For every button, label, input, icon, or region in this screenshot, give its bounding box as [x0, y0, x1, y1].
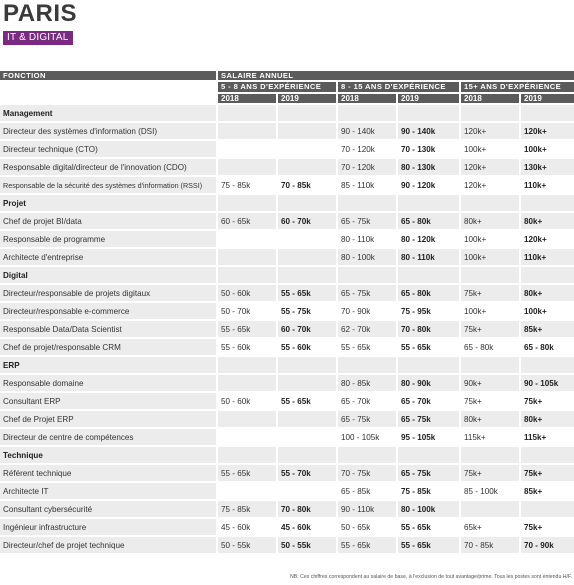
salary-cell: 80 - 85k [338, 375, 396, 391]
section-blank-cell [278, 105, 336, 121]
salary-cell: 55 - 70k [278, 465, 336, 481]
salary-cell: 75 - 85k [218, 177, 276, 193]
salary-cell [278, 249, 336, 265]
section-blank-cell [398, 105, 459, 121]
section-blank-cell [461, 105, 519, 121]
salary-cell: 110k+ [521, 249, 574, 265]
year-cell: 2019 [398, 94, 459, 103]
section-title: Projet [0, 195, 216, 211]
salary-cell: 65 - 85k [338, 483, 396, 499]
category-badge: IT & DIGITAL [3, 31, 73, 45]
salary-cell: 90k+ [461, 375, 519, 391]
salary-cell: 75k+ [521, 393, 574, 409]
table-row [0, 483, 574, 499]
salary-cell [278, 429, 336, 445]
salary-cell [278, 159, 336, 175]
salary-cell [218, 249, 276, 265]
section-blank-cell [461, 195, 519, 211]
row-label: Architecte d'entreprise [0, 249, 216, 265]
salary-cell: 65 - 80k [461, 339, 519, 355]
section-blank-cell [278, 357, 336, 373]
salary-cell: 120k+ [521, 123, 574, 139]
salary-cell: 65k+ [461, 519, 519, 535]
header-group-3: 15+ ANS D'EXPÉRIENCE [461, 82, 574, 92]
section-blank-cell [338, 357, 396, 373]
salary-cell: 65 - 75k [338, 213, 396, 229]
salary-cell: 100k+ [461, 303, 519, 319]
salary-cell: 85k+ [521, 321, 574, 337]
salary-cell: 80k+ [521, 411, 574, 427]
table-row [0, 141, 574, 157]
salary-cell: 55 - 65k [398, 339, 459, 355]
salary-cell: 90 - 105k [521, 375, 574, 391]
salary-cell: 75k+ [461, 285, 519, 301]
section-blank-cell [278, 267, 336, 283]
salary-cell: 110k+ [521, 177, 574, 193]
row-label: Référent technique [0, 465, 216, 481]
salary-cell: 95 - 105k [398, 429, 459, 445]
section-title: Technique [0, 447, 216, 463]
salary-cell: 65 - 80k [398, 213, 459, 229]
section-blank-cell [338, 447, 396, 463]
table-row [0, 501, 574, 517]
salary-cell: 70 - 80k [398, 321, 459, 337]
salary-cell [521, 501, 574, 517]
header-fonction: FONCTION [0, 71, 216, 80]
row-label: Directeur des systèmes d'information (DSI) [0, 123, 216, 139]
header-group-1: 5 - 8 ANS D'EXPÉRIENCE [218, 82, 336, 92]
section-row [0, 447, 574, 463]
salary-cell: 85k+ [521, 483, 574, 499]
row-label: Consultant ERP [0, 393, 216, 409]
salary-cell: 85 - 100k [461, 483, 519, 499]
salary-cell [218, 141, 276, 157]
salary-cell: 90 - 140k [338, 123, 396, 139]
salary-cell [278, 483, 336, 499]
row-label: Directeur/responsable de projets digitaux [0, 285, 216, 301]
salary-cell: 55 - 65k [218, 321, 276, 337]
salary-cell: 120k+ [461, 177, 519, 193]
salary-cell: 75k+ [461, 321, 519, 337]
salary-cell: 80k+ [521, 213, 574, 229]
row-label: Directeur/chef de projet technique [0, 537, 216, 553]
header-group-2: 8 - 15 ANS D'EXPÉRIENCE [338, 82, 459, 92]
table-row [0, 465, 574, 481]
salary-cell [218, 159, 276, 175]
table-row [0, 375, 574, 391]
salary-cell: 55 - 75k [278, 303, 336, 319]
row-label: Ingénieur infrastructure [0, 519, 216, 535]
salary-cell: 75 - 95k [398, 303, 459, 319]
row-label: Directeur/responsable e-commerce [0, 303, 216, 319]
salary-cell: 100k+ [521, 141, 574, 157]
section-blank-cell [218, 195, 276, 211]
salary-cell: 55 - 65k [278, 285, 336, 301]
salary-cell: 80 - 120k [398, 231, 459, 247]
salary-cell: 70 - 120k [338, 141, 396, 157]
salary-cell: 90 - 120k [398, 177, 459, 193]
salary-cell [218, 123, 276, 139]
salary-cell: 80 - 100k [338, 249, 396, 265]
salary-cell: 50 - 55k [278, 537, 336, 553]
salary-cell: 100k+ [461, 249, 519, 265]
table-row [0, 321, 574, 337]
salary-cell: 120k+ [461, 123, 519, 139]
section-blank-cell [461, 447, 519, 463]
salary-cell [218, 483, 276, 499]
section-title: Digital [0, 267, 216, 283]
salary-cell: 50 - 55k [218, 537, 276, 553]
header-row [0, 71, 574, 80]
table-row [0, 159, 574, 175]
row-label: Directeur technique (CTO) [0, 141, 216, 157]
salary-cell: 80 - 110k [398, 249, 459, 265]
salary-cell: 85 - 110k [338, 177, 396, 193]
header-salaire: SALAIRE ANNUEL [218, 71, 574, 80]
table-row [0, 339, 574, 355]
section-blank-cell [398, 357, 459, 373]
table-row [0, 213, 574, 229]
salary-cell: 55 - 65k [218, 465, 276, 481]
salary-cell: 75k+ [521, 465, 574, 481]
section-blank-cell [398, 447, 459, 463]
salary-cell: 120k+ [461, 159, 519, 175]
section-blank-cell [521, 357, 574, 373]
salary-cell: 65 - 80k [521, 339, 574, 355]
salary-cell: 60 - 70k [278, 321, 336, 337]
salary-cell: 55 - 65k [398, 537, 459, 553]
header-blank [0, 82, 216, 92]
salary-cell: 115k+ [461, 429, 519, 445]
salary-cell [278, 411, 336, 427]
salary-cell: 55 - 65k [338, 339, 396, 355]
salary-cell: 100 - 105k [338, 429, 396, 445]
salary-cell: 45 - 60k [278, 519, 336, 535]
section-blank-cell [461, 357, 519, 373]
salary-cell [278, 123, 336, 139]
table-row [0, 429, 574, 445]
table-row [0, 393, 574, 409]
salary-cell: 55 - 60k [218, 339, 276, 355]
section-blank-cell [461, 267, 519, 283]
year-cell: 2019 [521, 94, 574, 103]
row-label: Responsable digital/directeur de l'innovation (CDO) [0, 159, 216, 175]
salary-cell: 50 - 60k [218, 285, 276, 301]
salary-cell [278, 141, 336, 157]
table-row [0, 537, 574, 553]
section-blank-cell [398, 195, 459, 211]
table-row [0, 519, 574, 535]
row-label: Responsable domaine [0, 375, 216, 391]
salary-cell [278, 231, 336, 247]
salary-cell [278, 375, 336, 391]
salary-cell: 70 - 75k [338, 465, 396, 481]
table-row [0, 177, 574, 193]
experience-row [0, 82, 574, 92]
table-row [0, 123, 574, 139]
salary-cell [218, 429, 276, 445]
salary-cell: 80 - 110k [338, 231, 396, 247]
salary-cell: 90 - 140k [398, 123, 459, 139]
section-blank-cell [338, 105, 396, 121]
salary-cell: 50 - 70k [218, 303, 276, 319]
section-row [0, 195, 574, 211]
table-row [0, 411, 574, 427]
salary-cell: 80 - 100k [398, 501, 459, 517]
section-row [0, 357, 574, 373]
salary-cell: 65 - 75k [398, 465, 459, 481]
section-blank-cell [521, 105, 574, 121]
row-label: Responsable de programme [0, 231, 216, 247]
salary-cell: 90 - 110k [338, 501, 396, 517]
salary-cell: 65 - 70k [338, 393, 396, 409]
section-title: ERP [0, 357, 216, 373]
salary-cell: 70 - 90k [521, 537, 574, 553]
table-row [0, 285, 574, 301]
section-row [0, 267, 574, 283]
salary-cell: 80k+ [461, 213, 519, 229]
section-row [0, 105, 574, 121]
salary-cell: 55 - 60k [278, 339, 336, 355]
section-blank-cell [218, 105, 276, 121]
row-label: Architecte IT [0, 483, 216, 499]
section-blank-cell [521, 447, 574, 463]
section-blank-cell [278, 447, 336, 463]
salary-cell: 65 - 80k [398, 285, 459, 301]
salary-table [0, 69, 574, 555]
salary-cell: 100k+ [521, 303, 574, 319]
section-blank-cell [398, 267, 459, 283]
section-blank-cell [521, 267, 574, 283]
salary-cell: 65 - 75k [398, 411, 459, 427]
row-label: Chef de Projet ERP [0, 411, 216, 427]
table-row [0, 231, 574, 247]
section-blank-cell [218, 267, 276, 283]
salary-cell: 75k+ [461, 465, 519, 481]
salary-cell: 100k+ [461, 141, 519, 157]
salary-cell: 70 - 90k [338, 303, 396, 319]
row-label: Consultant cybersécurité [0, 501, 216, 517]
salary-cell: 55 - 65k [338, 537, 396, 553]
salary-cell: 65 - 75k [338, 411, 396, 427]
section-blank-cell [278, 195, 336, 211]
salary-cell: 65 - 70k [398, 393, 459, 409]
salary-cell: 55 - 65k [278, 393, 336, 409]
section-blank-cell [218, 447, 276, 463]
salary-cell: 45 - 60k [218, 519, 276, 535]
salary-cell: 75 - 85k [398, 483, 459, 499]
salary-cell: 50 - 60k [218, 393, 276, 409]
row-label: Chef de projet BI/data [0, 213, 216, 229]
salary-cell: 75 - 85k [218, 501, 276, 517]
salary-cell: 115k+ [521, 429, 574, 445]
salary-cell: 80 - 90k [398, 375, 459, 391]
salary-cell: 75k+ [461, 393, 519, 409]
salary-cell: 80k+ [521, 285, 574, 301]
table-row [0, 303, 574, 319]
salary-cell: 65 - 75k [338, 285, 396, 301]
year-cell: 2018 [218, 94, 276, 103]
salary-cell: 70 - 120k [338, 159, 396, 175]
salary-cell: 70 - 85k [461, 537, 519, 553]
salary-cell: 75k+ [521, 519, 574, 535]
section-blank-cell [338, 195, 396, 211]
row-label: Chef de projet/responsable CRM [0, 339, 216, 355]
salary-cell [218, 375, 276, 391]
salary-cell: 60 - 70k [278, 213, 336, 229]
section-blank-cell [338, 267, 396, 283]
year-blank [0, 94, 216, 103]
salary-cell: 80 - 130k [398, 159, 459, 175]
salary-cell: 80k+ [461, 411, 519, 427]
year-cell: 2018 [338, 94, 396, 103]
salary-cell: 50 - 65k [338, 519, 396, 535]
row-label: Responsable Data/Data Scientist [0, 321, 216, 337]
year-cell: 2018 [461, 94, 519, 103]
section-title: Management [0, 105, 216, 121]
row-label: Directeur de centre de compétences [0, 429, 216, 445]
salary-cell: 55 - 65k [398, 519, 459, 535]
salary-cell: 70 - 80k [278, 501, 336, 517]
salary-cell: 62 - 70k [338, 321, 396, 337]
salary-cell: 130k+ [521, 159, 574, 175]
salary-cell [218, 411, 276, 427]
section-blank-cell [521, 195, 574, 211]
salary-cell: 100k+ [461, 231, 519, 247]
salary-cell: 70 - 85k [278, 177, 336, 193]
salary-cell: 120k+ [521, 231, 574, 247]
year-row [0, 94, 574, 103]
row-label: Responsable de la sécurité des systèmes d'information (RSSI) [0, 177, 216, 193]
table-row [0, 249, 574, 265]
salary-cell [461, 501, 519, 517]
year-cell: 2019 [278, 94, 336, 103]
salary-cell: 60 - 65k [218, 213, 276, 229]
salary-cell [218, 231, 276, 247]
salary-cell: 70 - 130k [398, 141, 459, 157]
footnote: NB: Ces chiffres correspondent au salaire de base, à l'exclusion de tout avantage/prime. Tous les postes sont entendu H/F. [290, 574, 572, 580]
section-blank-cell [218, 357, 276, 373]
page-title: PARIS [3, 0, 78, 27]
